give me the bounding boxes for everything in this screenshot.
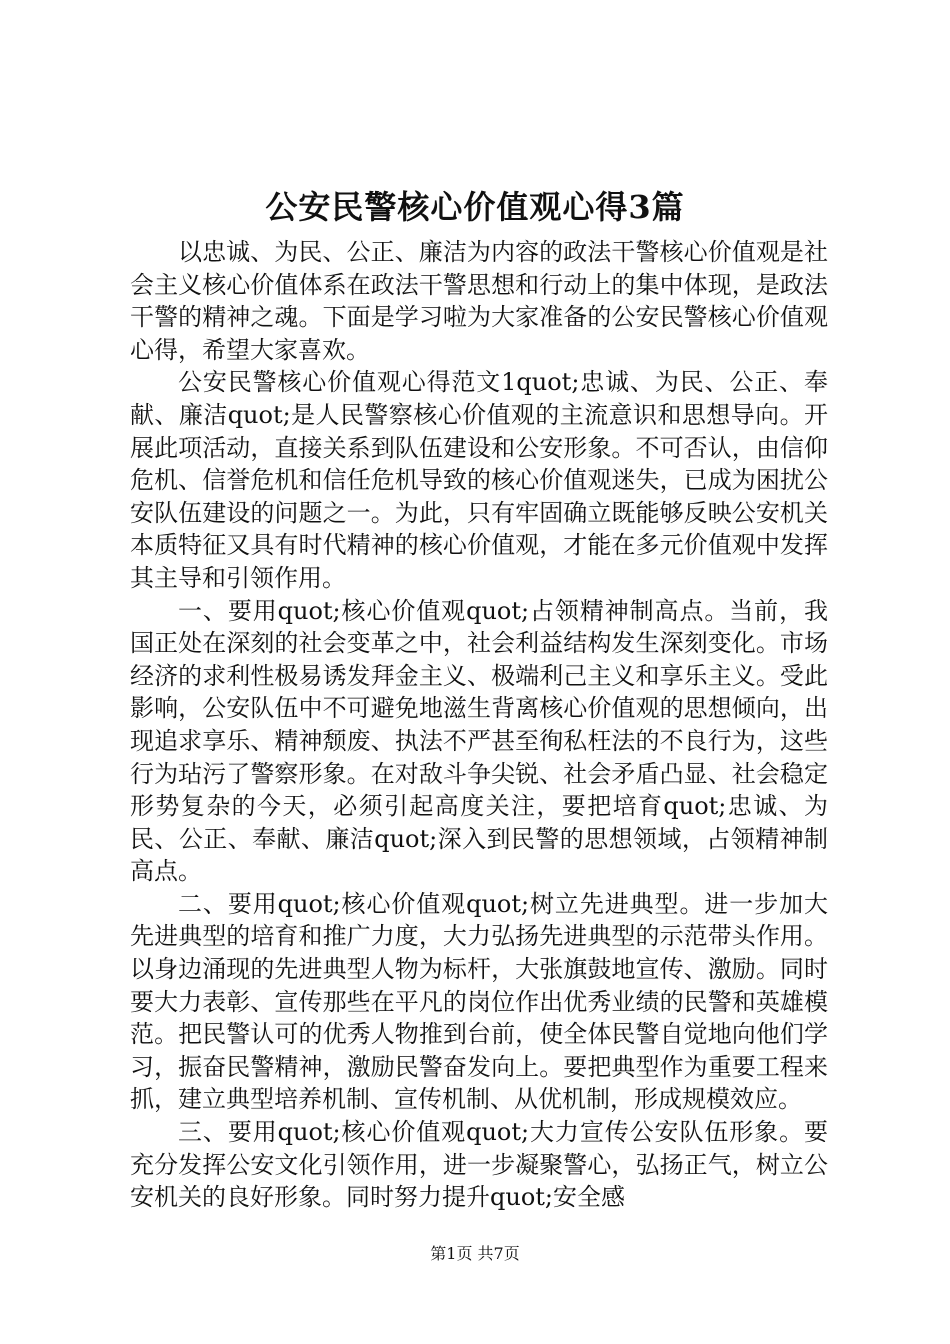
document-title: 公安民警核心价值观心得3篇 (265, 188, 685, 226)
paragraph-point-1: 一、要用quot;核心价值观quot;占领精神制高点。当前，我国正处在深刻的社会变革之中，社会利益结构发生深刻变化。市场经济的求利性极易诱发拜金主义、极端利己主义和享乐主义。受此影响，公安队伍中不可避免地滋生背离核心价值观的思想倾向，出现追求享乐、精神颓废、执法不严甚至徇私枉法的不良行为，这些行为玷污了警察形象。在对敌斗争尖锐、社会矛盾凸显、社会稳定形势复杂的今天，必须引起高度关注，要把培育quot;忠诚、为民、公正、奉献、廉洁quot;深入到民警的思想领域，占领精神制高点。 (130, 596, 828, 886)
paragraph-point-3: 三、要用quot;核心价值观quot;大力宣传公安队伍形象。要充分发挥公安文化引领作用，进一步凝聚警心，弘扬正气，树立公安机关的良好形象。同时努力提升quot;安全感 (130, 1118, 828, 1212)
paragraph-intro: 以忠诚、为民、公正、廉洁为内容的政法干警核心价值观是社会主义核心价值体系在政法干警思想和行动上的集中体现，是政法干警的精神之魂。下面是学习啦为大家准备的公安民警核心价值观心得，希望大家喜欢。 (130, 238, 828, 364)
paragraph-sample-1: 公安民警核心价值观心得范文1quot;忠诚、为民、公正、奉献、廉洁quot;是人民警察核心价值观的主流意识和思想导向。开展此项活动，直接关系到队伍建设和公安形象。不可否认，由信仰危机、信誉危机和信任危机导致的核心价值观迷失，已成为困扰公安队伍建设的问题之一。为此，只有牢固确立既能够反映公安机关本质特征又具有时代精神的核心价值观，才能在多元价值观中发挥其主导和引领作用。 (130, 368, 828, 592)
page-number-footer: 第1页 共7页 (430, 1244, 520, 1263)
paragraph-point-2: 二、要用quot;核心价值观quot;树立先进典型。进一步加大先进典型的培育和推广力度，大力弘扬先进典型的示范带头作用。以身边涌现的先进典型人物为标杆，大张旗鼓地宣传、激励。同时要大力表彰、宣传那些在平凡的岗位作出优秀业绩的民警和英雄模范。把民警认可的优秀人物推到台前，使全体民警自觉地向他们学习，振奋民警精神，激励民警奋发向上。要把典型作为重要工程来抓，建立典型培养机制、宣传机制、从优机制，形成规模效应。 (130, 889, 828, 1114)
document-body (130, 236, 828, 1214)
